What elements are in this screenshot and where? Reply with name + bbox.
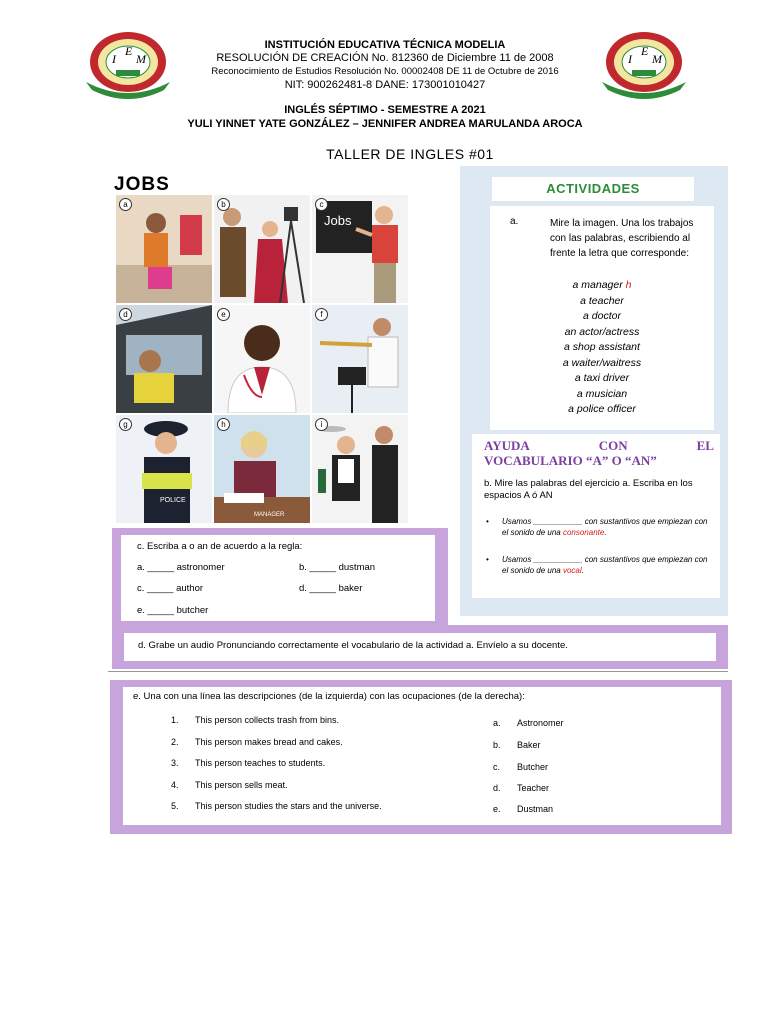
job-picture-f bbox=[312, 305, 408, 413]
picture-label: i bbox=[315, 418, 328, 431]
description-number: 4. bbox=[171, 780, 179, 790]
vowel-word: vocal bbox=[562, 566, 582, 575]
occupation-letter: a. bbox=[493, 718, 501, 728]
picture-label: g bbox=[119, 418, 132, 431]
logo-letter-right: M bbox=[136, 52, 146, 66]
section-c-item-c: c. _____ author bbox=[137, 583, 204, 594]
teachers-names: YULI YINNET YATE GONZÁLEZ – JENNIFER ANDREA MARULANDA AROCA bbox=[187, 118, 583, 130]
school-nit: NIT: 900262481-8 DANE: 173001010427 bbox=[284, 79, 486, 91]
description-text: This person sells meat. bbox=[195, 780, 288, 790]
job-picture-c bbox=[312, 195, 408, 303]
worksheet-title: TALLER DE INGLES #01 bbox=[326, 146, 494, 162]
activity-a-box bbox=[490, 206, 714, 430]
occupation-letter: e. bbox=[493, 804, 501, 814]
job-picture-g bbox=[116, 415, 212, 523]
occupation-letter: b. bbox=[493, 740, 501, 750]
vocab-item: a taxi driver bbox=[574, 372, 630, 384]
section-c-instruction: c. Escriba a o an de acuerdo a la regla: bbox=[137, 541, 303, 552]
jobs-heading: JOBS bbox=[114, 174, 170, 195]
occupation-letter: c. bbox=[493, 762, 501, 772]
occupation-text: Butcher bbox=[517, 762, 549, 772]
vocab-item: a police officer bbox=[568, 403, 636, 415]
job-picture-a bbox=[116, 195, 212, 303]
logo-letter-center: E bbox=[125, 44, 133, 58]
occupation-text: Dustman bbox=[517, 804, 554, 814]
logo-letter-left: I bbox=[112, 52, 116, 66]
logo-letter-right: M bbox=[652, 52, 662, 66]
section-e-box bbox=[123, 687, 721, 825]
occupation-letter: d. bbox=[493, 783, 501, 793]
vocab-item: a teacher bbox=[580, 294, 624, 307]
description-text: This person teaches to students. bbox=[195, 758, 326, 768]
consonant-word: consonante bbox=[562, 528, 605, 537]
section-d-box bbox=[124, 633, 716, 661]
vocab-item: a shop assistant bbox=[564, 341, 640, 353]
picture-label: e bbox=[217, 308, 230, 321]
vocab-item-manager: a manager h bbox=[572, 279, 632, 291]
activity-a-label: a. bbox=[510, 216, 519, 227]
section-e-instruction: e. Una con una línea las descripciones (de la izquierda) con las ocupaciones (de la derecha): bbox=[133, 691, 525, 702]
logo-letter-center: E bbox=[641, 44, 649, 58]
section-c-item-b: b. _____ dustman bbox=[299, 562, 376, 573]
vocab-item: a musician bbox=[576, 387, 628, 400]
manager-answer: h bbox=[625, 279, 632, 291]
vocab-item: a waiter/waitress bbox=[562, 356, 642, 369]
help-title-line1: AYUDA CON EL bbox=[484, 438, 714, 453]
manager-sign-text: MANAGER bbox=[254, 512, 285, 518]
rule-vowel: • Usamos ___________ con sustantivos que empiezan con el sonido de una vocal. bbox=[486, 555, 708, 575]
vocab-item: an actor/actress bbox=[564, 325, 640, 338]
vocab-item: a doctor bbox=[583, 310, 621, 322]
job-picture-h bbox=[214, 415, 310, 523]
vocabulary-list bbox=[490, 278, 714, 418]
picture-label: c bbox=[315, 198, 328, 211]
logo-letter-left: I bbox=[628, 52, 632, 66]
school-resolution: RESOLUCIÓN DE CREACIÓN No. 812360 de Diciembre 11 de 2008 bbox=[216, 52, 554, 64]
description-number: 5. bbox=[171, 801, 179, 811]
activity-a-text: Mire la imagen. Una los trabajos con las palabras, escribiendo al frente la letra que corresponde: bbox=[550, 218, 694, 259]
activities-title: ACTIVIDADES bbox=[492, 177, 694, 201]
description-number: 3. bbox=[171, 758, 179, 768]
job-picture-b bbox=[214, 195, 310, 303]
divider-line bbox=[108, 671, 728, 672]
vocabulary-help-box bbox=[472, 434, 720, 598]
section-c-box bbox=[121, 535, 435, 621]
jobs-sign-text: Jobs bbox=[324, 213, 352, 228]
occupation-text: Teacher bbox=[517, 783, 550, 793]
school-recognition: Reconocimiento de Estudios Resolución No. 00002408 DE 11 de Octubre de 2016 bbox=[211, 66, 559, 77]
picture-label: d bbox=[119, 308, 132, 321]
description-number: 1. bbox=[171, 715, 179, 725]
school-name: INSTITUCIÓN EDUCATIVA TÉCNICA MODELIA bbox=[264, 39, 506, 51]
picture-label: b bbox=[217, 198, 230, 211]
help-title-line2: VOCABULARIO “A” O “AN” bbox=[484, 453, 657, 468]
jobs-image-grid bbox=[116, 195, 410, 525]
section-d-instruction: d. Grabe un audio Pronunciando correctamente el vocabulario de la actividad a. Envíelo a su docente. bbox=[138, 640, 568, 651]
description-number: 2. bbox=[171, 737, 179, 747]
description-text: This person makes bread and cakes. bbox=[195, 737, 343, 747]
job-picture-e bbox=[214, 305, 310, 413]
police-vest-text: POLICE bbox=[160, 497, 186, 504]
course-title: INGLÉS SÉPTIMO - SEMESTRE A 2021 bbox=[284, 104, 486, 116]
job-picture-i bbox=[312, 415, 408, 523]
job-picture-d bbox=[116, 305, 212, 413]
section-c-item-e: e. _____ butcher bbox=[137, 605, 209, 616]
occupation-text: Baker bbox=[517, 740, 541, 750]
section-c-item-a: a. _____ astronomer bbox=[137, 562, 225, 573]
description-text: This person studies the stars and the universe. bbox=[195, 801, 382, 811]
picture-label: a bbox=[119, 198, 132, 211]
rule-consonant: • Usamos ___________ con sustantivos que empiezan con el sonido de una consonante. bbox=[486, 517, 708, 537]
occupation-text: Astronomer bbox=[517, 718, 564, 728]
section-c-item-d: d. _____ baker bbox=[299, 583, 363, 594]
description-text: This person collects trash from bins. bbox=[195, 715, 340, 725]
activity-b-text: b. Mire las palabras del ejercicio a. Escriba en los espacios A ó AN bbox=[484, 478, 693, 501]
picture-label: f bbox=[315, 308, 328, 321]
picture-label: h bbox=[217, 418, 230, 431]
